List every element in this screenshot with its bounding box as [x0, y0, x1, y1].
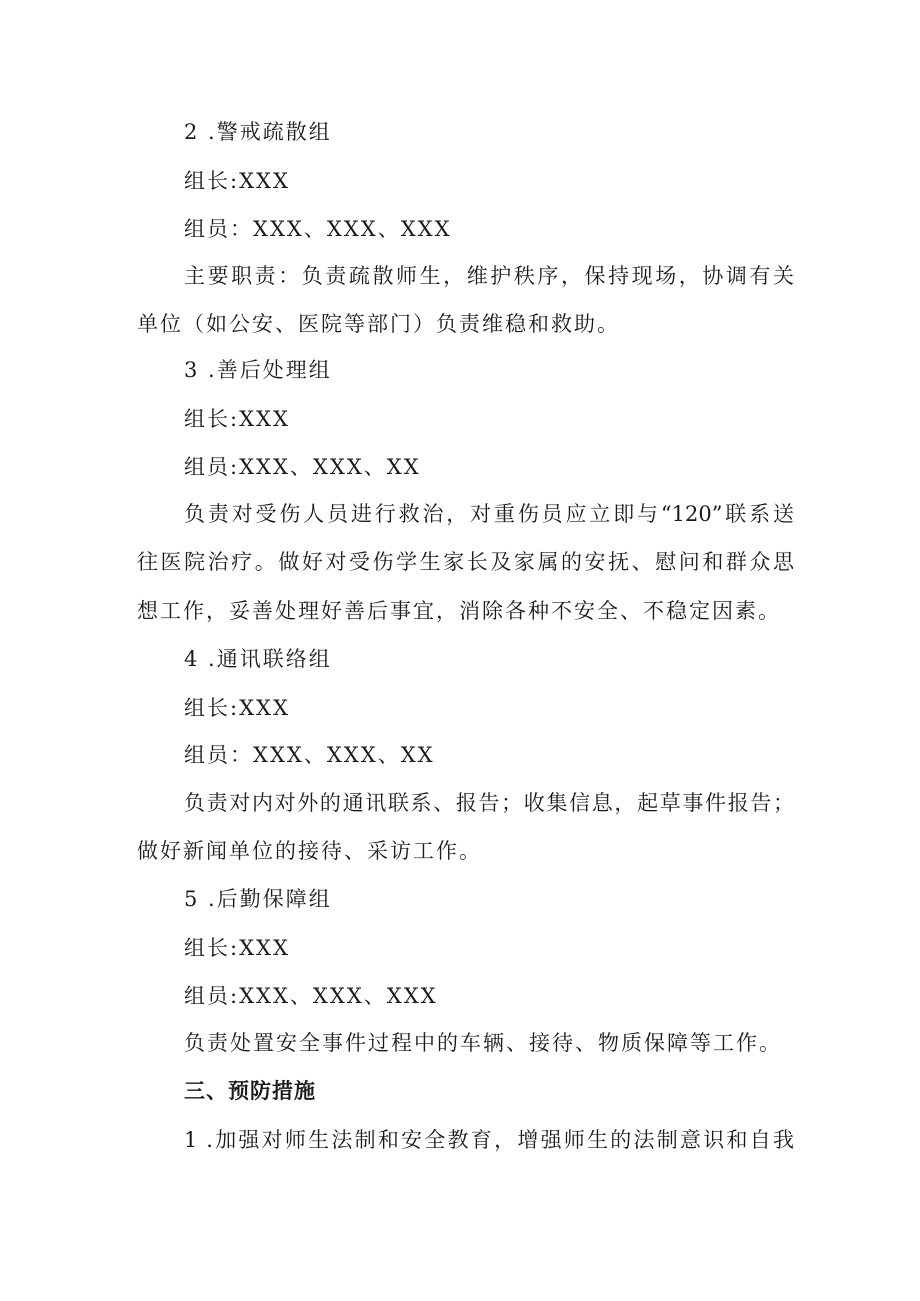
section-4-leader: 组长:XXX: [184, 696, 290, 720]
section-4-title: 4 .通讯联络组: [184, 647, 332, 671]
part-3-item-1-line-1: 1 .加强对师生法制和安全教育，增强师生的法制意识和自我: [184, 1128, 794, 1152]
section-2-duty-line-1: 主要职责：负责疏散师生，维护秩序，保持现场，协调有关: [184, 264, 794, 288]
section-5-title: 5 .后勤保障组: [184, 887, 332, 911]
section-3-title: 3 .善后处理组: [184, 358, 332, 382]
section-4-duty-line-2: 做好新闻单位的接待、采访工作。: [137, 839, 482, 863]
section-3-duty-line-1: 负责对受伤人员进行救治，对重伤员应立即与“120”联系送: [184, 502, 794, 526]
section-2-leader: 组长:XXX: [184, 169, 290, 193]
section-5-leader: 组长:XXX: [184, 936, 290, 960]
section-4-duty-line-1: 负责对内对外的通讯联系、报告；收集信息，起草事件报告；: [184, 791, 794, 815]
section-5-duty-line-1: 负责处置安全事件过程中的车辆、接待、物质保障等工作。: [184, 1031, 782, 1055]
section-3-members: 组员:XXX、XXX、XX: [184, 455, 421, 479]
section-2-duty-line-2: 单位（如公安、医院等部门）负责维稳和救助。: [137, 312, 620, 336]
section-2-title: 2 .警戒疏散组: [184, 120, 332, 144]
section-3-duty-line-3: 想工作，妥善处理好善后事宜，消除各种不安全、不稳定因素。: [137, 599, 781, 623]
section-5-members: 组员:XXX、XXX、XXX: [184, 984, 438, 1008]
part-3-heading: 三、预防措施: [184, 1079, 316, 1103]
section-3-leader: 组长:XXX: [184, 407, 290, 431]
section-4-members: 组员：XXX、XXX、XX: [184, 743, 435, 767]
section-2-members: 组员：XXX、XXX、XXX: [184, 217, 452, 241]
section-3-duty-line-2: 往医院治疗。做好对受伤学生家长及家属的安抚、慰问和群众思: [137, 550, 794, 574]
